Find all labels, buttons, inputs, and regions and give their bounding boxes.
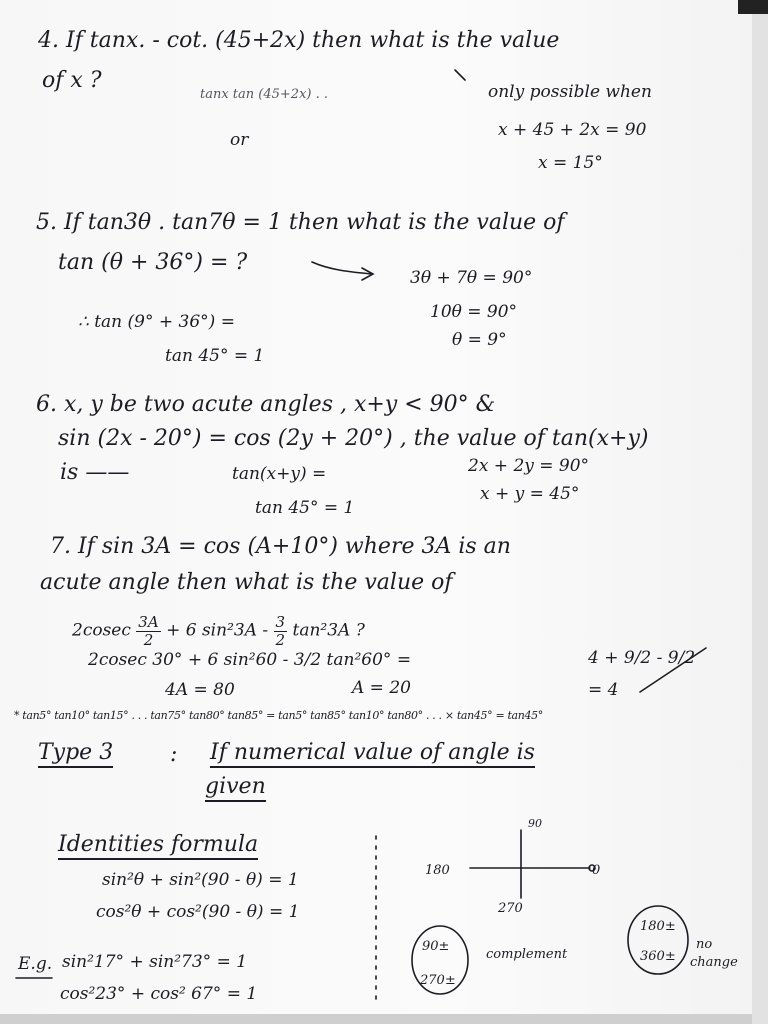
q6-line1: 6. x, y be two acute angles , x+y < 90° & (36, 392, 496, 417)
circle-note-360: 360± (640, 949, 676, 964)
q7-expr-a: 2cosec (72, 620, 131, 641)
q7-result-start: 4 + (588, 648, 619, 668)
circle-note-90: 90± (422, 939, 450, 954)
example-line-1: sin²17° + sin²73° = 1 (62, 952, 248, 972)
q7-expr-b: + 6 sin²3A - (166, 620, 269, 641)
q7-frac1-num: 3A (138, 613, 159, 631)
q6-eq1: 2x + 2y = 90° (468, 456, 590, 476)
q6-eq2: x + y = 45° (480, 484, 580, 504)
identity-line-1: sin²θ + sin²(90 - θ) = 1 (102, 870, 299, 890)
circle-note-180: 180± (640, 919, 676, 934)
q4-line1: 4. If tanx. - cot. (45+2x) then what is the value (38, 28, 560, 53)
q7-final-result: = 4 (588, 680, 619, 700)
q5-work2: tan 45° = 1 (165, 346, 265, 366)
q5-line1: 5. If tan3θ . tan7θ = 1 then what is the value of (36, 210, 565, 235)
q4-scribble: or (230, 130, 249, 150)
example-line-2: cos²23° + cos² 67° = 1 (60, 984, 258, 1004)
no-change-note-2: change (690, 955, 738, 970)
q7-frac2-den: 2 (275, 630, 286, 649)
page-corner (738, 0, 768, 14)
tangent-product-note: * tan5° tan10° tan15° . . . tan75° tan80° tan85° = tan5° tan85° tan10° tan80° . . . × tan45° = tan45° (14, 709, 543, 722)
q7-frac2-num: 3 (275, 613, 286, 631)
complement-note: complement (486, 947, 568, 962)
page-bottom-shadow (0, 1014, 752, 1024)
identities-heading: Identities formula (58, 834, 258, 860)
q6-line2: sin (2x - 20°) = cos (2y + 20°) , the value of tan(x+y) (58, 426, 649, 451)
no-change-note-1: no (696, 937, 713, 952)
q5-arrow (312, 262, 372, 274)
axis-label-0: 0 (592, 863, 601, 878)
q5-eq2: 10θ = 90° (430, 302, 518, 322)
type-3-colon: : (170, 742, 178, 767)
type-3-label: Type 3 (38, 742, 113, 768)
q7-line2: acute angle then what is the value of (40, 570, 453, 595)
circle-note-270: 270± (420, 973, 456, 988)
page-edge (752, 0, 768, 1024)
q7-line1: 7. If sin 3A = cos (A+10°) where 3A is an (50, 534, 511, 559)
q7-fraction-2 (274, 614, 288, 648)
axis-label-180: 180 (425, 863, 450, 878)
q4-eq1: x + 45 + 2x = 90 (498, 120, 647, 140)
q7-result-minus: - (656, 648, 663, 668)
q7-expression (72, 614, 365, 648)
q5-eq1: 3θ + 7θ = 90° (410, 268, 533, 288)
q4-line2: of x ? (42, 68, 102, 93)
axis-label-90: 90 (528, 817, 542, 830)
q5-arrowhead (362, 268, 373, 280)
q7-angle-eq2: A = 20 (352, 678, 411, 698)
q4-work: tanx tan (45+2x) . . (200, 87, 329, 102)
q7-expr-c: tan²3A ? (292, 620, 365, 641)
q7-result-frac-2: 9/2 (667, 648, 696, 668)
q5-line2: tan (θ + 36°) = ? (58, 250, 248, 275)
q7-frac1-den: 2 (143, 630, 154, 649)
q6-line3: is —— (60, 460, 130, 485)
q7-fraction-1 (136, 614, 160, 648)
q6-work2: tan 45° = 1 (255, 498, 355, 518)
identity-line-2: cos²θ + cos²(90 - θ) = 1 (96, 902, 300, 922)
q4-eq2: x = 15° (538, 153, 603, 173)
q5-eq3: θ = 9° (452, 330, 507, 350)
q7-angle-eq1: 4A = 80 (165, 680, 235, 700)
example-label: E.g. (18, 954, 53, 974)
q4-note: only possible when (488, 82, 652, 102)
q4-pointer-arrow (455, 70, 465, 80)
q6-work1: tan(x+y) = (232, 464, 327, 484)
axis-label-270: 270 (498, 901, 523, 916)
q7-result-expression (588, 650, 695, 667)
q5-work1: ∴ tan (9° + 36°) = (78, 312, 235, 332)
q7-result-frac-1: 9/2 (623, 648, 652, 668)
q7-substitution: 2cosec 30° + 6 sin²60 - 3/2 tan²60° = (88, 650, 412, 670)
type-3-title-line2: given (205, 776, 266, 802)
type-3-title-line1: If numerical value of angle is (210, 742, 535, 768)
